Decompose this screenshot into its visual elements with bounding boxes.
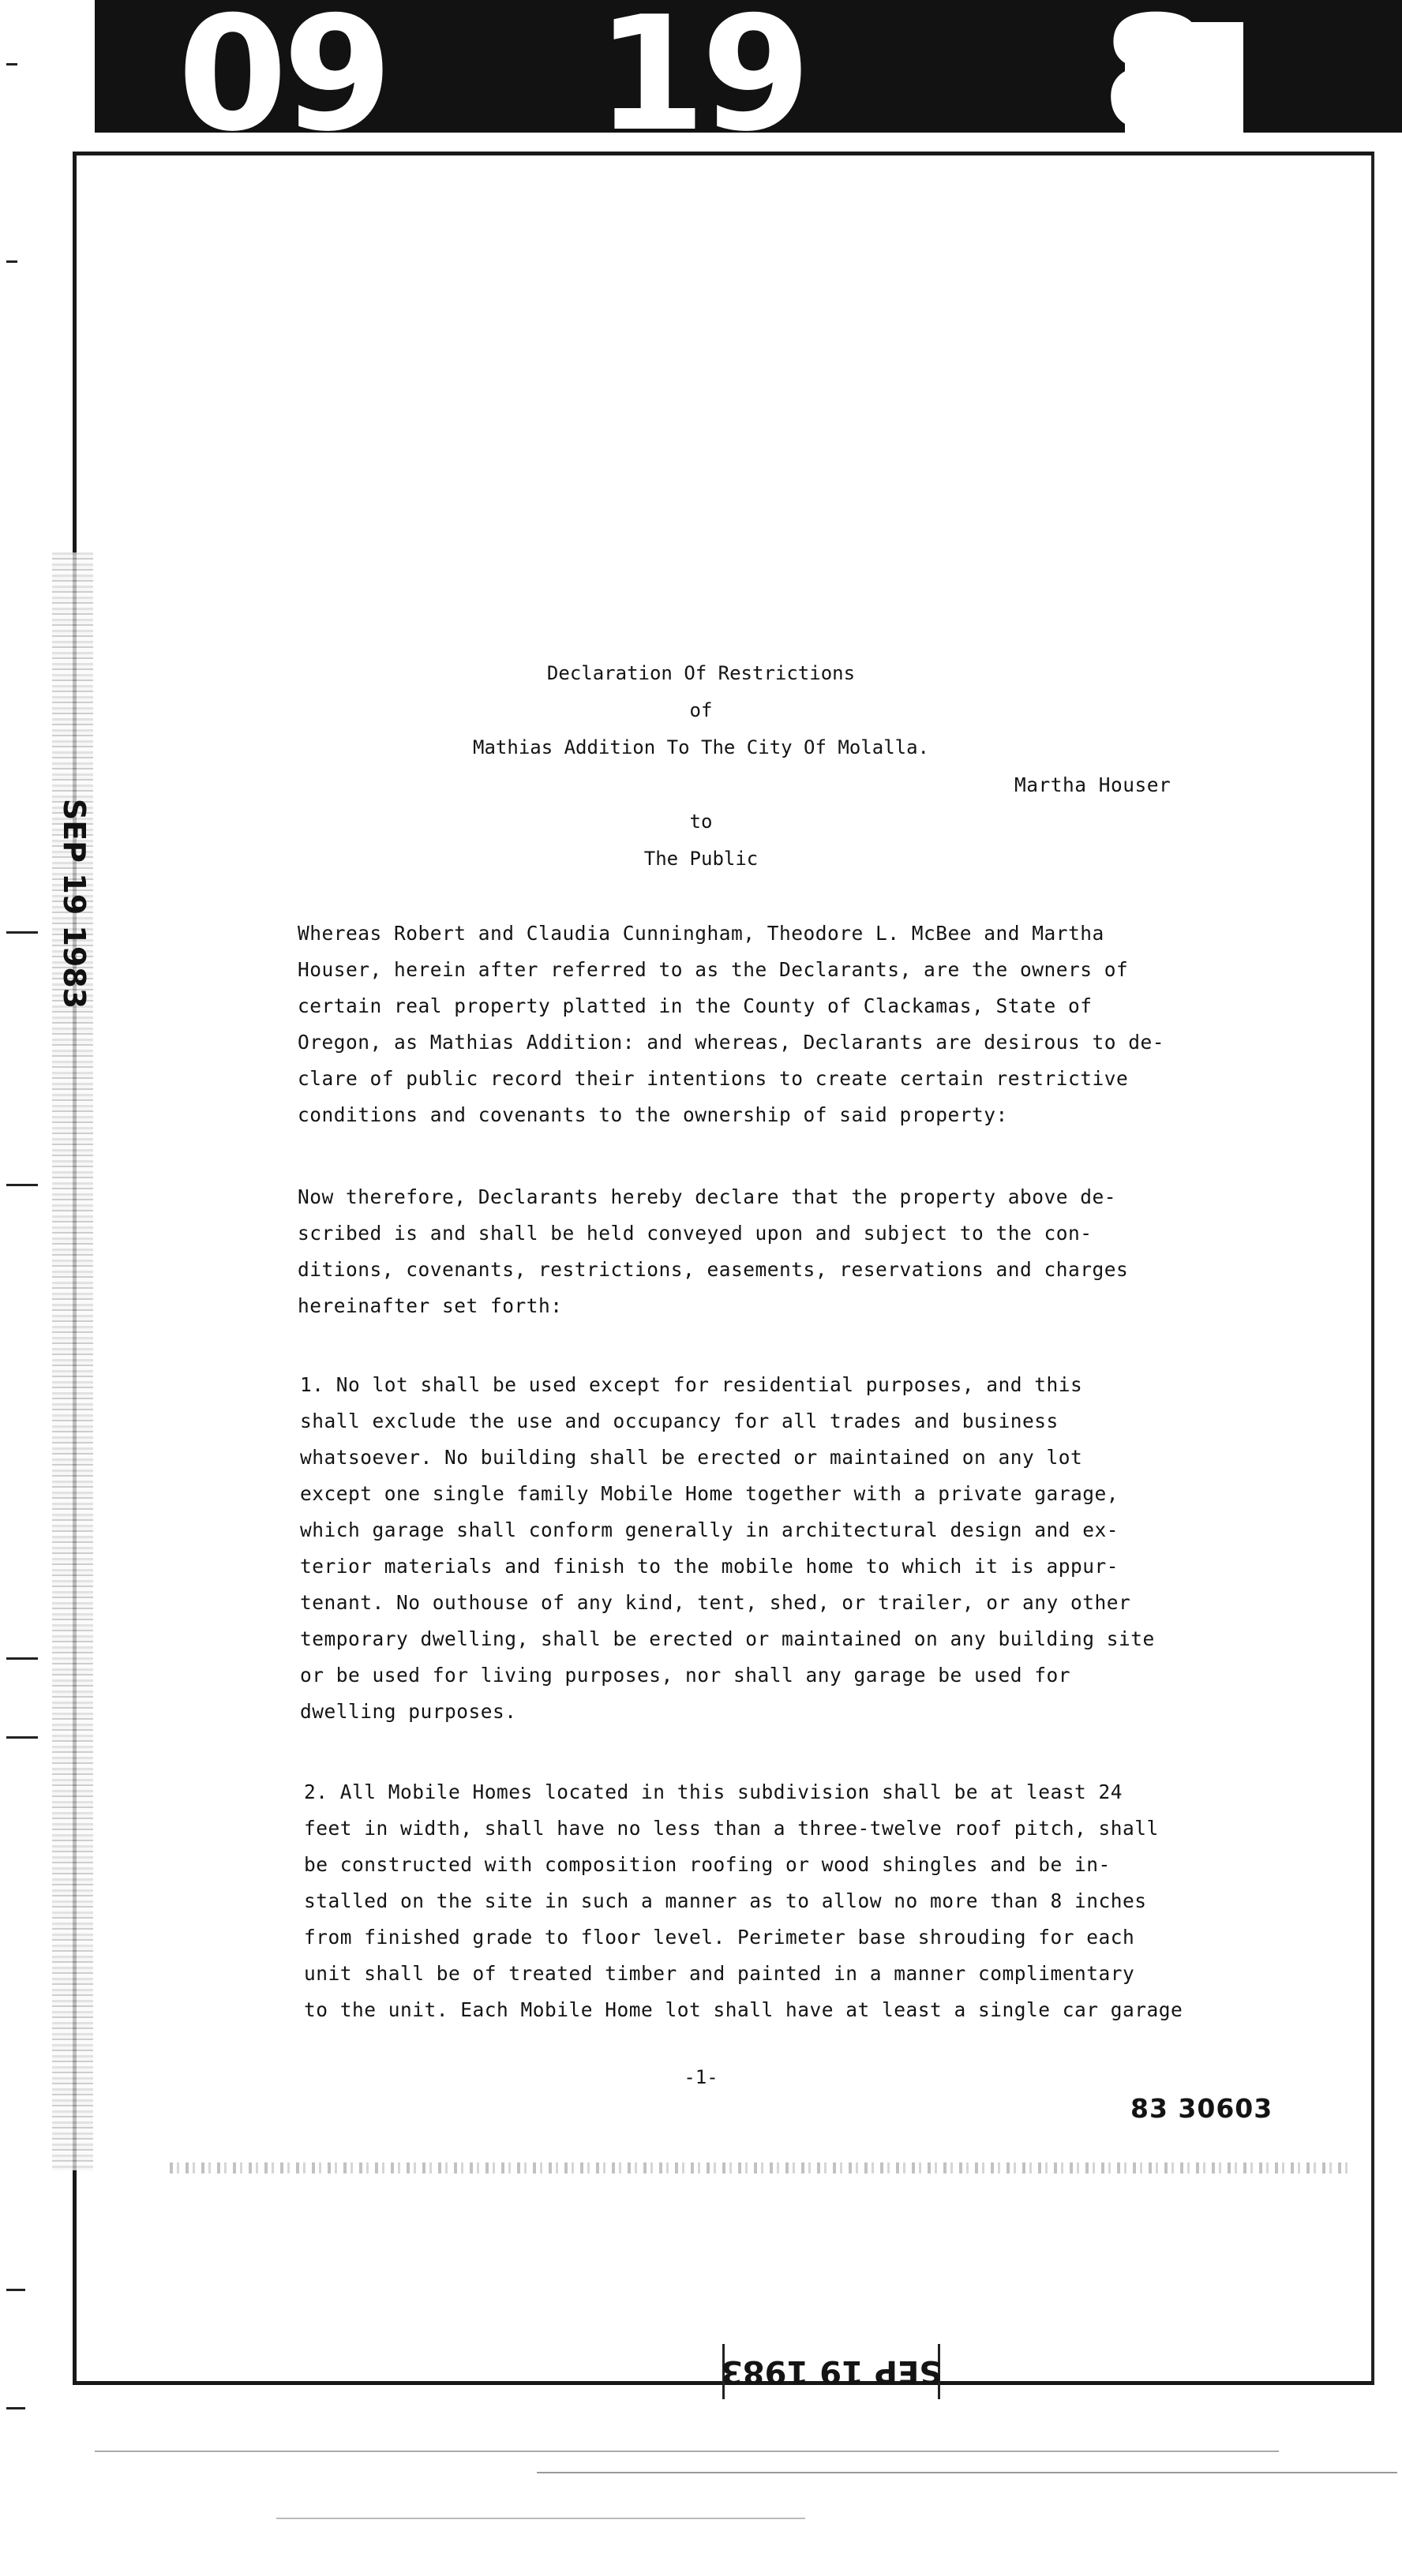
band-gap <box>79 0 95 133</box>
paragraph-line: be constructed with composition roofing or wood shingles and be in- <box>304 1853 1111 1876</box>
title-subdivision: Mathias Addition To The City Of Molalla. <box>473 736 929 758</box>
stamp-year: 8 <box>1101 0 1207 167</box>
stamp-month: 09 <box>178 0 388 167</box>
paragraph-line: Oregon, as Mathias Addition: and whereas, Declarants are desirous to de- <box>298 1031 1165 1054</box>
divider-line <box>276 2518 805 2519</box>
paragraph-line: tenant. No outhouse of any kind, tent, shed, or trailer, or any other <box>300 1591 1131 1614</box>
paragraph-line: Houser, herein after referred to as the Declarants, are the owners of <box>298 958 1129 981</box>
paragraph-line: Whereas Robert and Claudia Cunningham, Theodore L. McBee and Martha <box>298 922 1104 945</box>
paragraph-line: conditions and covenants to the ownership of said property: <box>298 1103 1008 1126</box>
divider-line <box>95 2451 1279 2452</box>
paragraph-line: unit shall be of treated timber and painted in a manner complimentary <box>304 1962 1135 1985</box>
paragraph-line: ditions, covenants, restrictions, easements, reservations and charges <box>298 1258 1129 1281</box>
margin-tick <box>6 931 38 934</box>
margin-tick <box>6 2289 25 2291</box>
paragraph-line: stalled on the site in such a manner as to allow no more than 8 inches <box>304 1889 1147 1912</box>
paragraph-line: scribed is and shall be held conveyed upon and subject to the con- <box>298 1222 1093 1245</box>
paragraph-line: terior materials and finish to the mobile home to which it is appur- <box>300 1555 1119 1578</box>
scan-noise-strip <box>52 552 93 2170</box>
paragraph-line: hereinafter set forth: <box>298 1294 563 1317</box>
paragraph-line: 2. All Mobile Homes located in this subdivision shall be at least 24 <box>304 1780 1123 1803</box>
paragraph-line: certain real property platted in the County of Clackamas, State of <box>298 994 1093 1017</box>
bottom-stamp-text: SEP 19 1983 <box>720 2353 943 2390</box>
received-stamp-bottom <box>720 2344 943 2399</box>
title-to: to <box>689 811 713 833</box>
divider-line <box>537 2472 1397 2473</box>
margin-tick <box>6 1657 38 1660</box>
paragraph-line: from finished grade to floor level. Perimeter base shrouding for each <box>304 1926 1135 1949</box>
margin-tick <box>6 1736 38 1739</box>
title-recipient: The Public <box>643 848 759 870</box>
document-number: 83 30603 <box>1130 2093 1273 2124</box>
title-owner-name: Martha Houser <box>1014 773 1171 796</box>
side-stamp-text: SEP 19 1983 <box>57 798 92 1009</box>
paragraph-line: or be used for living purposes, nor shall any garage be used for <box>300 1664 1071 1687</box>
paragraph-line: 1. No lot shall be used except for residential purposes, and this <box>300 1373 1083 1396</box>
paragraph-line: whatsoever. No building shall be erected or maintained on any lot <box>300 1446 1083 1469</box>
scan-noise-bottom <box>170 2162 1354 2174</box>
paragraph-line: feet in width, shall have no less than a three-twelve roof pitch, shall <box>304 1817 1159 1840</box>
paragraph-line: to the unit. Each Mobile Home lot shall have at least a single car garage <box>304 1998 1183 2021</box>
paragraph-line: Now therefore, Declarants hereby declare that the property above de- <box>298 1185 1117 1208</box>
margin-tick <box>6 1184 38 1186</box>
paragraph-line: clare of public record their intentions to create certain restrictive <box>298 1067 1129 1090</box>
margin-tick <box>6 63 17 66</box>
paragraph-line: dwelling purposes. <box>300 1700 517 1723</box>
paragraph-line: except one single family Mobile Home together with a private garage, <box>300 1482 1119 1505</box>
paragraph-line: which garage shall conform generally in architectural design and ex- <box>300 1518 1119 1541</box>
stamp-day: 19 <box>596 0 807 167</box>
margin-tick <box>6 260 17 263</box>
paragraph-line: shall exclude the use and occupancy for all trades and business <box>300 1410 1059 1432</box>
paragraph-line: temporary dwelling, shall be erected or maintained on any building site <box>300 1627 1155 1650</box>
page-number: -1- <box>684 2066 718 2088</box>
title-of: of <box>689 699 713 721</box>
margin-tick <box>6 2407 25 2409</box>
document-title: Declaration Of Restrictions <box>546 662 856 684</box>
